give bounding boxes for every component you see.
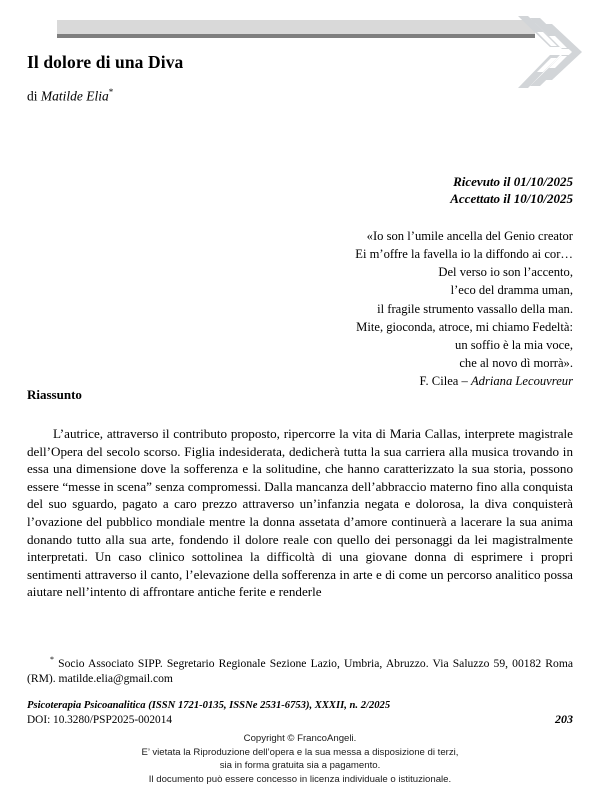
epigraph-attribution-author: F. Cilea –: [419, 374, 471, 388]
author-footnote: [27, 655, 573, 686]
epigraph-line: «Io son l’umile ancella del Genio creator: [366, 229, 573, 243]
abstract-heading: Riassunto: [27, 387, 82, 402]
epigraph-line: Del verso io son l’accento,: [438, 265, 573, 280]
copyright-notice: [0, 732, 600, 786]
epigraph-line: Ei m’offre la favella io la diffondo ai cor…: [355, 247, 573, 262]
copyright-line: sia in forma gratuita sia a pagamento.: [219, 760, 381, 772]
epigraph-line: il fragile strumento vassallo della man.: [377, 301, 573, 316]
copyright-line: Il documento può essere concesso in licenza individuale o istituzionale.: [148, 773, 452, 785]
title-block: [27, 52, 573, 105]
copyright-line: Copyright © FrancoAngeli.: [243, 733, 357, 744]
author-footnote-marker: *: [108, 87, 114, 97]
page-number: 203: [555, 712, 573, 726]
date-accepted: Accettato il 10/10/2025: [450, 191, 573, 207]
submission-dates: [27, 173, 573, 207]
epigraph-line: un soffio è la mia voce,: [455, 337, 573, 352]
epigraph-quote: [200, 227, 573, 390]
doi-row: [27, 712, 573, 728]
epigraph-line: che al novo dì morrà».: [459, 355, 573, 370]
epigraph-line: Mite, gioconda, atroce, mi chiamo Fedeltà:: [356, 319, 573, 334]
epigraph-attribution-work: Adriana Lecouvreur: [470, 374, 573, 388]
copyright-line: E’ vietata la Riproduzione dell’opera e la sua messa a disposizione di terzi,: [141, 746, 459, 758]
epigraph-attribution: [200, 372, 573, 390]
page-title: Il dolore di una Diva: [27, 52, 184, 72]
footnote-text: Socio Associato SIPP. Segretario Regionale Sezione Lazio, Umbria, Abruzzo. Via Saluzzo 59, 00182 Roma (RM). matilde.elia@gmail.com: [27, 656, 573, 686]
doi-text: DOI: 10.3280/PSP2025-002014: [27, 714, 172, 726]
date-received: Ricevuto il 01/10/2025: [453, 174, 573, 189]
author-name: Matilde Elia: [40, 88, 109, 104]
abstract-body: L’autrice, attraverso il contributo proposto, ripercorre la vita di Maria Callas, interprete magistrale dell’Opera del secolo scorso. Figlia indesiderata, dedicherà tutta la sua carriera alla musica trovando in essa una dimensione dove la sofferenza e la solitudine, che hanno caratterizzato la sua storia, possono essere “messe in scena” senza compromessi. Dalla mancanza dell’abbraccio materno fino alla conquista del suo sguardo, pagato a caro prezzo attraverso un’infanzia negata e dolorosa, la diva conquisterà l’ovazione del pubblico mondiale mentre la donna assetata d’amore continuerà a lacerare la sua anima donando tutto alla sua arte, fondendo il dolore reale con quello dei personaggi da lei magistralmente interpretati. Un caso clinico sottolinea la difficoltà di una giovane donna di esprimere i propri sentimenti attraverso il canto, l’elevazione della sofferenza in arte e di come un percorso analitico possa aiutare nell’intento di affrontare antiche ferite e renderle: [27, 426, 573, 600]
journal-reference: Psicoterapia Psicoanalitica (ISSN 1721-0135, ISSNe 2531-6753), XXXII, n. 2/2025: [27, 700, 391, 711]
header-gray-band: [57, 20, 535, 34]
byline: [27, 87, 573, 105]
footnote-marker: *: [50, 655, 54, 664]
epigraph-line: l’eco del dramma uman,: [450, 283, 573, 298]
header-dark-rule: [57, 34, 535, 38]
byline-prefix: di: [27, 88, 38, 104]
